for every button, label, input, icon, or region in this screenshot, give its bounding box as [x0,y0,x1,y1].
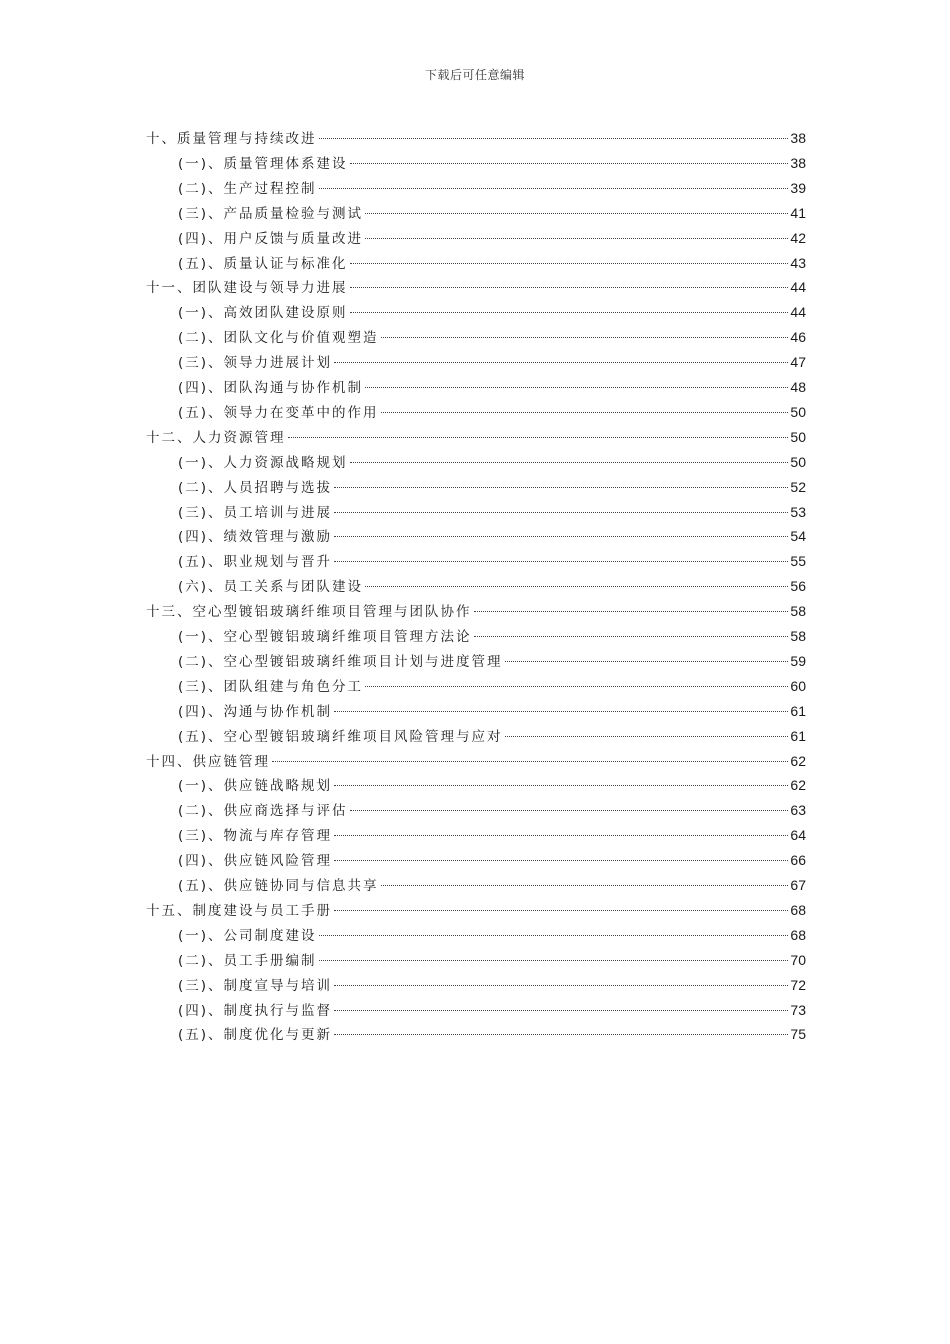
toc-chapter-entry[interactable] [146,126,806,151]
toc-section-entry[interactable] [178,176,806,201]
toc-entry-title: 十一、团队建设与领导力进展 [146,280,348,297]
toc-entry-title: (一)、高效团队建设原则 [178,305,348,322]
toc-page-number: 61 [790,727,806,744]
toc-page-number: 66 [790,852,806,869]
toc-entry-title: (五)、领导力在变革中的作用 [178,404,379,421]
toc-page-number: 75 [790,1026,806,1043]
toc-dot-leader [505,736,789,737]
toc-section-entry[interactable] [178,500,806,525]
toc-section-entry[interactable] [178,624,806,649]
toc-dot-leader [381,337,789,338]
toc-chapter-entry[interactable] [146,275,806,300]
toc-section-entry[interactable] [178,400,806,425]
toc-entry-title: (二)、团队文化与价值观塑造 [178,330,379,347]
toc-page-number: 68 [790,926,806,943]
toc-dot-leader [365,586,788,587]
toc-entry-title: 十二、人力资源管理 [146,429,286,446]
toc-dot-leader [334,1010,788,1011]
toc-entry-title: (二)、生产过程控制 [178,180,317,197]
toc-page-number: 67 [790,877,806,893]
toc-entry-title: (四)、用户反馈与质量改进 [178,230,364,247]
toc-page-number: 47 [790,354,806,371]
toc-dot-leader [319,935,789,936]
toc-chapter-entry[interactable] [146,599,806,624]
toc-page-number: 68 [790,901,806,918]
toc-dot-leader [334,561,788,562]
toc-entry-title: (五)、职业规划与晋升 [178,554,333,571]
toc-dot-leader [334,910,788,911]
page-header: 下载后可任意编辑 [424,68,525,82]
toc-entry-title: (三)、领导力进展计划 [178,355,333,372]
toc-dot-leader [334,1034,788,1035]
toc-dot-leader [334,487,788,488]
toc-entry-title: (六)、员工关系与团队建设 [178,579,364,596]
toc-section-entry[interactable] [178,998,806,1023]
toc-section-entry[interactable] [178,1022,806,1047]
toc-page-number: 73 [790,1001,806,1018]
toc-section-entry[interactable] [178,151,806,176]
toc-entry-title: (三)、员工培训与进展 [178,504,333,521]
toc-dot-leader [365,213,788,214]
toc-entry-title: (一)、供应链战略规划 [178,778,333,795]
toc-page-number: 50 [790,428,806,445]
toc-dot-leader [288,437,789,438]
toc-dot-leader [334,536,788,537]
toc-section-entry[interactable] [178,848,806,873]
toc-section-entry[interactable] [178,475,806,500]
toc-section-entry[interactable] [178,201,806,226]
toc-page-number: 54 [790,528,806,545]
toc-section-entry[interactable] [178,226,806,251]
toc-dot-leader [474,636,789,637]
toc-dot-leader [381,885,789,886]
toc-section-entry[interactable] [178,674,806,699]
toc-page-number: 42 [790,229,806,246]
toc-page-number: 53 [790,503,806,520]
toc-entry-title: (四)、绩效管理与激励 [178,529,333,546]
toc-dot-leader [319,960,789,961]
toc-section-entry[interactable] [178,773,806,798]
toc-entry-title: (五)、质量认证与标准化 [178,255,348,272]
toc-entry-title: (四)、团队沟通与协作机制 [178,380,364,396]
toc-section-entry[interactable] [178,300,806,325]
toc-entry-title: (二)、人员招聘与选拔 [178,479,333,496]
toc-entry-title: (三)、团队组建与角色分工 [178,678,364,695]
toc-dot-leader [365,686,788,687]
toc-page-number: 44 [790,279,806,296]
toc-dot-leader [350,163,789,164]
toc-dot-leader [334,860,788,861]
toc-section-entry[interactable] [178,450,806,475]
toc-page-number: 39 [790,179,806,196]
toc-dot-leader [319,188,789,189]
toc-dot-leader [381,412,789,413]
toc-section-entry[interactable] [178,524,806,549]
toc-page-number: 62 [790,777,806,794]
toc-chapter-entry[interactable] [146,749,806,774]
toc-dot-leader [334,711,788,712]
toc-section-entry[interactable] [178,549,806,574]
toc-page-number: 62 [790,752,806,769]
toc-section-entry[interactable] [178,923,806,948]
toc-dot-leader [350,287,789,288]
toc-dot-leader [365,238,788,239]
toc-page-number: 38 [790,154,806,171]
toc-entry-title: (一)、空心型镀铝玻璃纤维项目管理方法论 [178,629,472,645]
toc-entry-title: (一)、公司制度建设 [178,927,317,944]
toc-entry-title: (四)、制度执行与监督 [178,1002,333,1019]
toc-page-number: 59 [790,652,806,669]
toc-section-entry[interactable] [178,649,806,674]
toc-dot-leader [334,785,788,786]
toc-page-number: 70 [790,951,806,968]
toc-section-entry[interactable] [178,823,806,848]
toc-page-number: 64 [790,827,806,844]
toc-page-number: 56 [790,578,806,595]
toc-entry-title: (四)、沟通与协作机制 [178,703,333,720]
toc-page-number: 63 [790,802,806,819]
toc-dot-leader [334,985,788,986]
toc-page-number: 48 [790,379,806,395]
toc-section-entry[interactable] [178,350,806,375]
toc-section-entry[interactable] [178,724,806,749]
toc-page-number: 52 [790,478,806,495]
toc-page-number: 55 [790,553,806,570]
toc-entry-title: (二)、员工手册编制 [178,952,317,969]
toc-dot-leader [334,835,788,836]
toc-section-entry[interactable] [178,873,806,898]
toc-dot-leader [334,362,788,363]
toc-page-number: 38 [790,130,806,146]
toc-entry-title: (二)、空心型镀铝玻璃纤维项目计划与进度管理 [178,653,503,670]
toc-entry-title: (五)、制度优化与更新 [178,1027,333,1044]
toc-entry-title: 十三、空心型镀铝玻璃纤维项目管理与团队协作 [146,604,472,621]
toc-dot-leader [272,761,788,762]
toc-page-number: 44 [790,304,806,321]
toc-entry-title: (三)、制度宣导与培训 [178,977,333,994]
toc-section-entry[interactable] [178,325,806,350]
toc-page-number: 60 [790,677,806,694]
toc-entry-title: (一)、人力资源战略规划 [178,454,348,471]
toc-section-entry[interactable] [178,798,806,823]
toc-entry-title: (四)、供应链风险管理 [178,853,333,870]
toc-dot-leader [474,611,789,612]
toc-page-number: 50 [790,403,806,420]
toc-entry-title: (二)、供应商选择与评估 [178,803,348,820]
toc-page-number: 43 [790,254,806,271]
toc-entry-title: (三)、产品质量检验与测试 [178,205,364,222]
toc-dot-leader [365,387,788,388]
toc-entry-title: 十四、供应链管理 [146,753,270,770]
toc-page-number: 58 [790,603,806,620]
toc-dot-leader [350,810,789,811]
toc-entry-title: (五)、空心型镀铝玻璃纤维项目风险管理与应对 [178,728,503,745]
toc-dot-leader [350,462,789,463]
toc-entry-title: (三)、物流与库存管理 [178,828,333,845]
toc-page-number: 72 [790,976,806,993]
toc-section-entry[interactable] [178,251,806,276]
toc-section-entry[interactable] [178,574,806,599]
toc-page-number: 58 [790,628,806,644]
toc-section-entry[interactable] [178,375,806,400]
toc-entry-title: (一)、质量管理体系建设 [178,155,348,172]
toc-dot-leader [319,138,789,139]
toc-dot-leader [334,512,788,513]
toc-page-number: 41 [790,204,806,221]
toc-entry-title: 十、质量管理与持续改进 [146,131,317,147]
toc-entry-title: 十五、制度建设与员工手册 [146,902,332,919]
toc-section-entry[interactable] [178,973,806,998]
toc-page-number: 46 [790,329,806,346]
toc-dot-leader [350,312,789,313]
toc-chapter-entry[interactable] [146,425,806,450]
toc-page-number: 50 [790,453,806,470]
toc-entry-title: (五)、供应链协同与信息共享 [178,878,379,894]
toc-chapter-entry[interactable] [146,898,806,923]
toc-section-entry[interactable] [178,948,806,973]
toc-dot-leader [505,661,789,662]
toc-dot-leader [350,263,789,264]
toc-section-entry[interactable] [178,699,806,724]
toc-page-number: 61 [790,702,806,719]
